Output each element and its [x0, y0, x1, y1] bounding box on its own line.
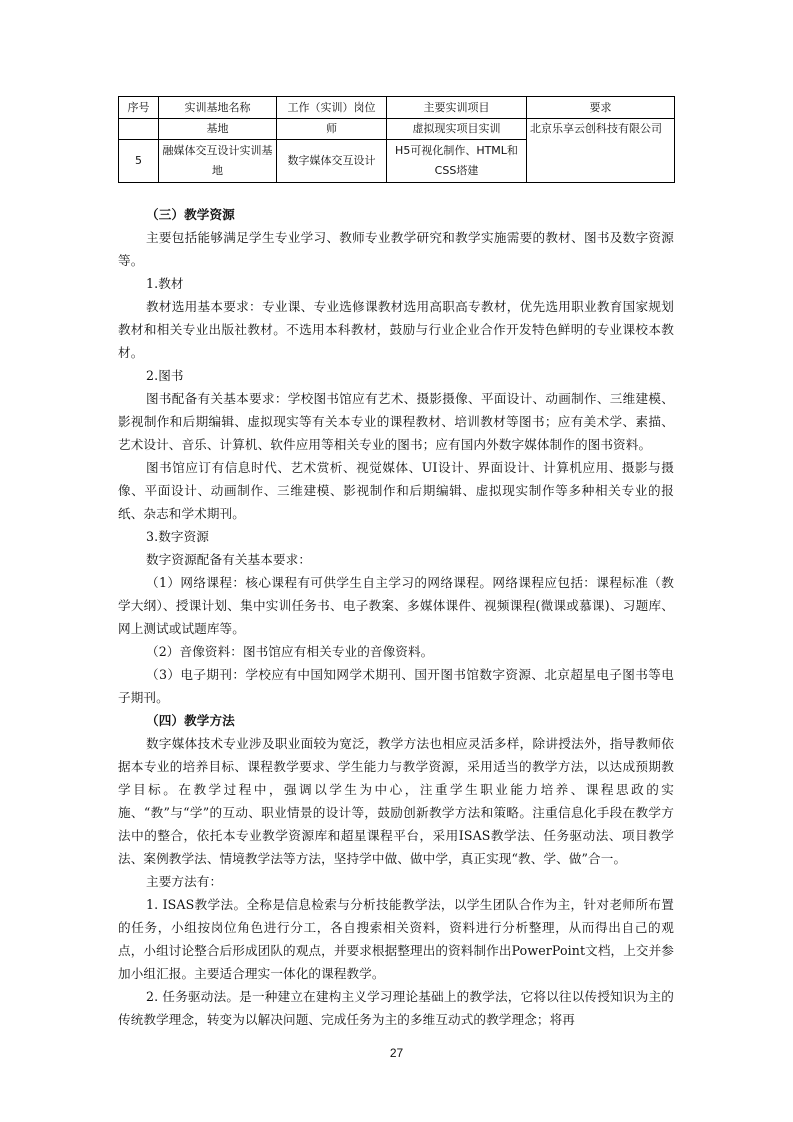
subheading: 3.数字资源 — [146, 529, 209, 544]
paragraph: （2）音像资料：图书馆应有相关专业的音像资料。 — [146, 644, 434, 659]
table-row — [119, 119, 675, 140]
header-requirement: 要求 — [527, 97, 675, 119]
body-text — [118, 203, 674, 1031]
paragraph: 图书馆应订有信息时代、艺术赏析、视觉媒体、UI设计、界面设计、计算机应用、摄影与摄像、平面设计、动画制作、三维建模、影视制作和后期编辑、虚拟现实制作等多种相关专业的报纸、杂志和学术期刊。 — [118, 460, 674, 521]
cell-post: 数字媒体交互设计 — [277, 140, 387, 183]
training-base-table — [118, 96, 675, 183]
cell-index: 5 — [119, 140, 159, 183]
paragraph: 数字媒体技术专业涉及职业面较为宽泛，教学方法也相应灵活多样，除讲授法外，指导教师依据本专业的培养目标、课程教学要求、学生能力与教学资源，采用适当的教学方法，以达成预期教学目标。在教学过程中，强调以学生为中心，注重学生职业能力培养、课程思政的实施、“教”与“学”的互动、职业情景的设计等，鼓励创新教学方法和策略。注重信息化手段在教学方法中的整合，依托本专业教学资源库和超星课程平台，采用ISAS教学法、任务驱动法、项目教学法、案例教学法、情境教学法等方法，坚持学中做、做中学，真正实现“教、学、做”合一。 — [118, 736, 674, 866]
cell-post-continued: 师 — [277, 119, 387, 140]
page-number: 27 — [389, 1046, 404, 1060]
paragraph: （1）网络课程：核心课程有可供学生自主学习的网络课程。网络课程应包括：课程标准（教学大纲）、授课计划、集中实训任务书、电子教案、多媒体课件、视频课程(微课或慕课)、习题库、网上测试或试题库等。 — [118, 575, 674, 636]
header-project: 主要实训项目 — [387, 97, 527, 119]
cell-requirement: 北京乐享云创科技有限公司 — [527, 119, 675, 183]
section-heading: （三）教学资源 — [146, 207, 235, 222]
paragraph: 主要方法有： — [146, 874, 223, 889]
subheading: 1.教材 — [146, 276, 184, 291]
paragraph: 主要包括能够满足学生专业学习、教师专业教学研究和教学实施需要的教材、图书及数字资源等。 — [118, 230, 674, 268]
section-heading: （四）教学方法 — [146, 713, 235, 728]
paragraph: （3）电子期刊：学校应有中国知网学术期刊、国开图书馆数字资源、北京超星电子图书等电子期刊。 — [118, 667, 674, 705]
subheading: 2.图书 — [146, 368, 184, 383]
paragraph: 教材选用基本要求：专业课、专业选修课教材选用高职高专教材，优先选用职业教育国家规划教材和相关专业出版社教材。不选用本科教材，鼓励与行业企业合作开发特色鲜明的专业课校本教材。 — [118, 299, 674, 360]
paragraph: 数字资源配备有关基本要求： — [146, 552, 312, 567]
header-post: 工作（实训）岗位 — [277, 97, 387, 119]
paragraph: 图书配备有关基本要求：学校图书馆应有艺术、摄影摄像、平面设计、动画制作、三维建模、影视制作和后期编辑、虚拟现实等有关本专业的课程教材、培训教材等图书；应有美术学、素描、艺术设计、音乐、计算机、软件应用等相关专业的图书；应有国内外数字媒体制作的图书资料。 — [118, 391, 674, 452]
cell-base-name-continued: 基地 — [159, 119, 277, 140]
paragraph: 2. 任务驱动法。是一种建立在建构主义学习理论基础上的教学法，它将以往以传授知识为主的传统教学理念，转变为以解决问题、完成任务为主的多维互动式的教学理念；将再 — [118, 989, 674, 1027]
cell-project: H5可视化制作、HTML和CSS塔建 — [387, 140, 527, 183]
cell-base-name: 融媒体交互设计实训基地 — [159, 140, 277, 183]
paragraph: 1. ISAS教学法。全称是信息检索与分析技能教学法，以学生团队合作为主，针对老师所布置的任务，小组按岗位角色进行分工，各自搜索相关资料，资料进行分析整理，从而得出自己的观点，小组讨论整合后形成团队的观点，并要求根据整理出的资料制作出PowerPoint文档，上交并参加小组汇报。主要适合理实一体化的课程教学。 — [118, 897, 674, 981]
header-index: 序号 — [119, 97, 159, 119]
table-header-row — [119, 97, 675, 119]
cell-index-continued — [119, 119, 159, 140]
header-base-name: 实训基地名称 — [159, 97, 277, 119]
cell-project-continued: 虚拟现实项目实训 — [387, 119, 527, 140]
